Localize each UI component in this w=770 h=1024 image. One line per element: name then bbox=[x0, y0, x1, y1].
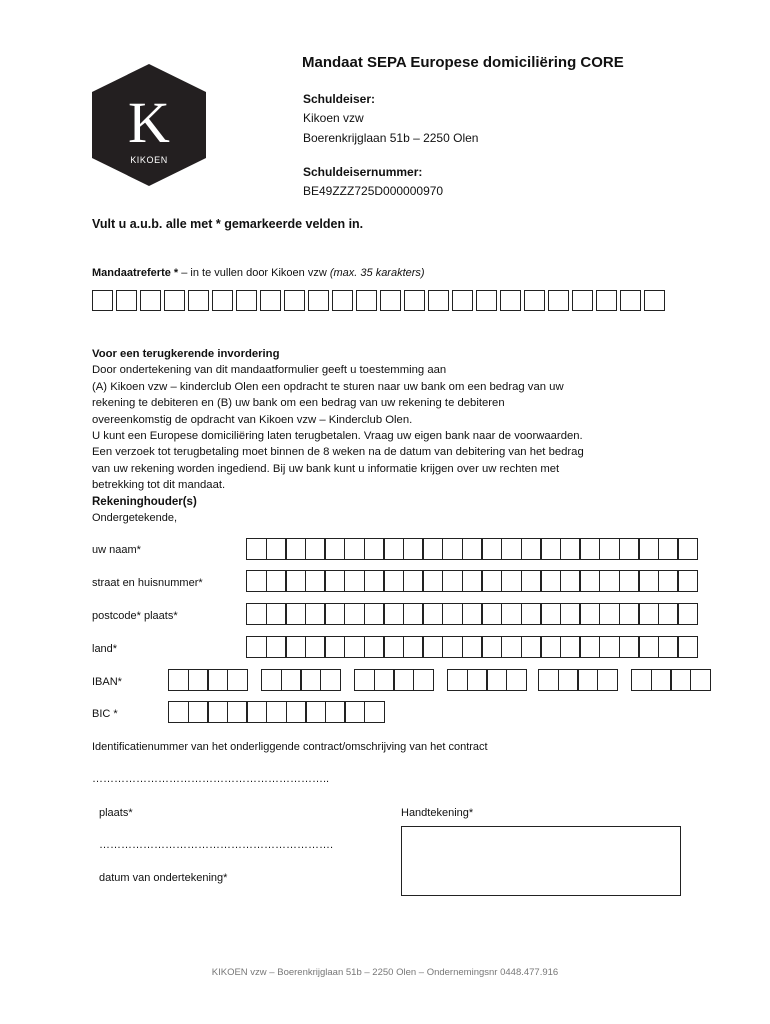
char-box[interactable] bbox=[261, 669, 282, 691]
iban-group[interactable] bbox=[631, 669, 709, 691]
char-box[interactable] bbox=[364, 701, 385, 723]
char-box[interactable] bbox=[658, 538, 679, 560]
char-box[interactable] bbox=[212, 290, 233, 311]
char-box[interactable] bbox=[364, 538, 385, 560]
char-box[interactable] bbox=[690, 669, 711, 691]
country-boxes[interactable] bbox=[246, 636, 697, 658]
char-box[interactable] bbox=[246, 603, 267, 625]
mandate-ref-label: Mandaatreferte * bbox=[92, 267, 179, 279]
char-box[interactable] bbox=[481, 570, 502, 592]
char-box[interactable] bbox=[521, 538, 542, 560]
street-label: straat en huisnummer* bbox=[92, 577, 203, 589]
char-box[interactable] bbox=[560, 636, 581, 658]
name-label: uw naam* bbox=[92, 544, 141, 556]
creditor-number: BE49ZZZ725D000000970 bbox=[303, 184, 444, 198]
logo-letter: K bbox=[128, 90, 170, 155]
iban-group[interactable] bbox=[447, 669, 525, 691]
char-box[interactable] bbox=[403, 636, 424, 658]
char-box[interactable] bbox=[246, 636, 267, 658]
char-box[interactable] bbox=[501, 570, 522, 592]
char-box[interactable] bbox=[506, 669, 527, 691]
char-box[interactable] bbox=[658, 603, 679, 625]
char-box[interactable] bbox=[558, 669, 579, 691]
char-box[interactable] bbox=[670, 669, 691, 691]
char-box[interactable] bbox=[442, 570, 463, 592]
char-box[interactable] bbox=[374, 669, 395, 691]
recurring-line: Een verzoek tot terugbetaling moet binnen de 8 weken na de datum van debitering van het bedrag bbox=[92, 446, 584, 459]
iban-label: IBAN* bbox=[92, 676, 122, 688]
char-box[interactable] bbox=[579, 636, 600, 658]
char-box[interactable] bbox=[383, 603, 404, 625]
creditor-name: Kikoen vzw bbox=[303, 111, 364, 125]
char-box[interactable] bbox=[188, 290, 209, 311]
iban-group[interactable] bbox=[354, 669, 432, 691]
char-box[interactable] bbox=[285, 538, 306, 560]
char-box[interactable] bbox=[246, 538, 267, 560]
char-box[interactable] bbox=[462, 603, 483, 625]
char-box[interactable] bbox=[344, 636, 365, 658]
recurring-heading: Voor een terugkerende invordering bbox=[92, 348, 280, 360]
char-box[interactable] bbox=[393, 669, 414, 691]
char-box[interactable] bbox=[596, 290, 617, 311]
char-box[interactable] bbox=[92, 290, 113, 311]
char-box[interactable] bbox=[638, 538, 659, 560]
char-box[interactable] bbox=[597, 669, 618, 691]
char-box[interactable] bbox=[521, 570, 542, 592]
char-box[interactable] bbox=[540, 636, 561, 658]
char-box[interactable] bbox=[236, 290, 257, 311]
char-box[interactable] bbox=[300, 669, 321, 691]
char-box[interactable] bbox=[521, 636, 542, 658]
char-box[interactable] bbox=[168, 669, 189, 691]
char-box[interactable] bbox=[442, 603, 463, 625]
char-box[interactable] bbox=[227, 701, 248, 723]
char-box[interactable] bbox=[284, 290, 305, 311]
mandate-ref-boxes[interactable] bbox=[92, 290, 668, 311]
char-box[interactable] bbox=[383, 636, 404, 658]
char-box[interactable] bbox=[540, 603, 561, 625]
char-box[interactable] bbox=[285, 570, 306, 592]
char-box[interactable] bbox=[599, 538, 620, 560]
recurring-line: van uw rekening worden ingediend. Bij uw bank kunt u informatie krijgen over uw rechten met bbox=[92, 462, 560, 475]
char-box[interactable] bbox=[188, 701, 209, 723]
char-box[interactable] bbox=[619, 570, 640, 592]
char-box[interactable] bbox=[344, 603, 365, 625]
recurring-line: (A) Kikoen vzw – kinderclub Olen een opdracht te sturen naar uw bank om een bedrag van uw bbox=[92, 380, 564, 393]
char-box[interactable] bbox=[332, 290, 353, 311]
char-box[interactable] bbox=[560, 570, 581, 592]
char-box[interactable] bbox=[285, 636, 306, 658]
char-box[interactable] bbox=[428, 290, 449, 311]
char-box[interactable] bbox=[324, 603, 345, 625]
char-box[interactable] bbox=[413, 669, 434, 691]
char-box[interactable] bbox=[207, 701, 228, 723]
footer: KIKOEN vzw – Boerenkrijglaan 51b – 2250 Olen – Ondernemingsnr 0448.477.916 bbox=[211, 967, 559, 978]
char-box[interactable] bbox=[403, 538, 424, 560]
char-box[interactable] bbox=[521, 603, 542, 625]
place-dots[interactable]: ………………………………………………………. bbox=[99, 839, 334, 851]
char-box[interactable] bbox=[651, 669, 672, 691]
char-box[interactable] bbox=[344, 701, 365, 723]
char-box[interactable] bbox=[442, 538, 463, 560]
creditor-label: Schuldeiser: bbox=[303, 92, 376, 106]
char-box[interactable] bbox=[631, 669, 652, 691]
char-box[interactable] bbox=[305, 603, 326, 625]
char-box[interactable] bbox=[266, 538, 287, 560]
char-box[interactable] bbox=[324, 636, 345, 658]
signature-box[interactable] bbox=[401, 826, 681, 896]
char-box[interactable] bbox=[599, 603, 620, 625]
char-box[interactable] bbox=[266, 636, 287, 658]
char-box[interactable] bbox=[481, 538, 502, 560]
char-box[interactable] bbox=[422, 570, 443, 592]
recurring-line: betrekking tot dit mandaat. bbox=[92, 479, 226, 492]
char-box[interactable] bbox=[677, 570, 698, 592]
char-box[interactable] bbox=[403, 570, 424, 592]
char-box[interactable] bbox=[644, 290, 665, 311]
char-box[interactable] bbox=[540, 570, 561, 592]
char-box[interactable] bbox=[501, 538, 522, 560]
char-box[interactable] bbox=[320, 669, 341, 691]
mandate-ref-max: (max. 35 karakters) bbox=[329, 267, 425, 279]
bic-label: BIC * bbox=[92, 708, 118, 720]
char-box[interactable] bbox=[266, 570, 287, 592]
char-box[interactable] bbox=[447, 669, 468, 691]
char-box[interactable] bbox=[638, 636, 659, 658]
char-box[interactable] bbox=[422, 636, 443, 658]
char-box[interactable] bbox=[677, 538, 698, 560]
postcode-boxes[interactable] bbox=[246, 603, 697, 625]
char-box[interactable] bbox=[404, 290, 425, 311]
char-box[interactable] bbox=[677, 603, 698, 625]
street-boxes[interactable] bbox=[246, 570, 697, 592]
char-box[interactable] bbox=[476, 290, 497, 311]
postcode-label: postcode* plaats* bbox=[92, 610, 178, 622]
char-box[interactable] bbox=[168, 701, 189, 723]
char-box[interactable] bbox=[462, 570, 483, 592]
char-box[interactable] bbox=[305, 538, 326, 560]
char-box[interactable] bbox=[560, 603, 581, 625]
char-box[interactable] bbox=[403, 603, 424, 625]
place-label: plaats* bbox=[99, 807, 133, 819]
iban-group[interactable] bbox=[168, 669, 246, 691]
char-box[interactable] bbox=[285, 603, 306, 625]
char-box[interactable] bbox=[356, 290, 377, 311]
char-box[interactable] bbox=[260, 290, 281, 311]
char-box[interactable] bbox=[188, 669, 209, 691]
country-label: land* bbox=[92, 643, 118, 655]
holder-heading: Rekeninghouder(s) bbox=[92, 496, 197, 508]
char-box[interactable] bbox=[305, 570, 326, 592]
char-box[interactable] bbox=[540, 538, 561, 560]
mandate-ref-hint: – in te vullen door Kikoen vzw bbox=[178, 267, 330, 279]
char-box[interactable] bbox=[140, 290, 161, 311]
char-box[interactable] bbox=[548, 290, 569, 311]
char-box[interactable] bbox=[383, 570, 404, 592]
char-box[interactable] bbox=[305, 701, 326, 723]
char-box[interactable] bbox=[246, 701, 267, 723]
char-box[interactable] bbox=[116, 290, 137, 311]
char-box[interactable] bbox=[364, 636, 385, 658]
char-box[interactable] bbox=[452, 290, 473, 311]
char-box[interactable] bbox=[324, 570, 345, 592]
kikoen-logo bbox=[88, 62, 210, 188]
char-box[interactable] bbox=[524, 290, 545, 311]
char-box[interactable] bbox=[500, 290, 521, 311]
char-box[interactable] bbox=[599, 636, 620, 658]
char-box[interactable] bbox=[486, 669, 507, 691]
contract-dots[interactable]: ……………………………………………………….. bbox=[92, 773, 330, 785]
char-box[interactable] bbox=[501, 636, 522, 658]
char-box[interactable] bbox=[577, 669, 598, 691]
char-box[interactable] bbox=[286, 701, 307, 723]
char-box[interactable] bbox=[538, 669, 559, 691]
char-box[interactable] bbox=[620, 290, 641, 311]
recurring-line: Door ondertekening van dit mandaatformulier geeft u toestemming aan bbox=[92, 364, 447, 377]
char-box[interactable] bbox=[638, 570, 659, 592]
char-box[interactable] bbox=[380, 290, 401, 311]
char-box[interactable] bbox=[638, 603, 659, 625]
mandate-ref-line bbox=[92, 267, 425, 279]
logo-name: KIKOEN bbox=[130, 155, 168, 165]
char-box[interactable] bbox=[207, 669, 228, 691]
char-box[interactable] bbox=[164, 290, 185, 311]
char-box[interactable] bbox=[658, 636, 679, 658]
char-box[interactable] bbox=[442, 636, 463, 658]
char-box[interactable] bbox=[579, 570, 600, 592]
char-box[interactable] bbox=[364, 603, 385, 625]
char-box[interactable] bbox=[308, 290, 329, 311]
iban-group[interactable] bbox=[261, 669, 339, 691]
char-box[interactable] bbox=[383, 538, 404, 560]
char-box[interactable] bbox=[266, 603, 287, 625]
char-box[interactable] bbox=[422, 603, 443, 625]
char-box[interactable] bbox=[572, 290, 593, 311]
instruction-text: Vult u a.u.b. alle met * gemarkeerde velden in. bbox=[92, 217, 364, 231]
char-box[interactable] bbox=[501, 603, 522, 625]
char-box[interactable] bbox=[422, 538, 443, 560]
char-box[interactable] bbox=[677, 636, 698, 658]
char-box[interactable] bbox=[266, 701, 287, 723]
creditor-number-label: Schuldeisernummer: bbox=[303, 165, 423, 179]
recurring-line: U kunt een Europese domiciliëring laten terugbetalen. Vraag uw eigen bank naar de voorwaarden. bbox=[92, 430, 583, 443]
recurring-line: overeenkomstig de opdracht van Kikoen vzw – Kinderclub Olen. bbox=[92, 413, 413, 426]
char-box[interactable] bbox=[227, 669, 248, 691]
char-box[interactable] bbox=[599, 570, 620, 592]
char-box[interactable] bbox=[467, 669, 488, 691]
char-box[interactable] bbox=[344, 570, 365, 592]
creditor-address: Boerenkrijglaan 51b – 2250 Olen bbox=[303, 131, 479, 145]
holder-subheading: Ondergetekende, bbox=[92, 512, 178, 524]
char-box[interactable] bbox=[354, 669, 375, 691]
char-box[interactable] bbox=[305, 636, 326, 658]
date-label: datum van ondertekening* bbox=[99, 872, 228, 884]
char-box[interactable] bbox=[619, 603, 640, 625]
char-box[interactable] bbox=[324, 538, 345, 560]
iban-group[interactable] bbox=[538, 669, 616, 691]
char-box[interactable] bbox=[658, 570, 679, 592]
char-box[interactable] bbox=[619, 636, 640, 658]
name-boxes[interactable] bbox=[246, 538, 697, 560]
char-box[interactable] bbox=[619, 538, 640, 560]
page-title: Mandaat SEPA Europese domiciliëring CORE bbox=[302, 54, 624, 71]
recurring-section bbox=[92, 346, 692, 494]
char-box[interactable] bbox=[364, 570, 385, 592]
signature-label: Handtekening* bbox=[401, 807, 474, 819]
char-box[interactable] bbox=[344, 538, 365, 560]
char-box[interactable] bbox=[462, 636, 483, 658]
char-box[interactable] bbox=[462, 538, 483, 560]
char-box[interactable] bbox=[246, 570, 267, 592]
contract-label: Identificatienummer van het onderliggende contract/omschrijving van het contract bbox=[92, 741, 488, 753]
recurring-line: rekening te debiteren en (B) uw bank om een bedrag van uw rekening te debiteren bbox=[92, 397, 505, 410]
char-box[interactable] bbox=[481, 636, 502, 658]
char-box[interactable] bbox=[579, 538, 600, 560]
char-box[interactable] bbox=[281, 669, 302, 691]
char-box[interactable] bbox=[560, 538, 581, 560]
char-box[interactable] bbox=[579, 603, 600, 625]
char-box[interactable] bbox=[481, 603, 502, 625]
bic-boxes[interactable] bbox=[168, 701, 384, 723]
char-box[interactable] bbox=[325, 701, 346, 723]
